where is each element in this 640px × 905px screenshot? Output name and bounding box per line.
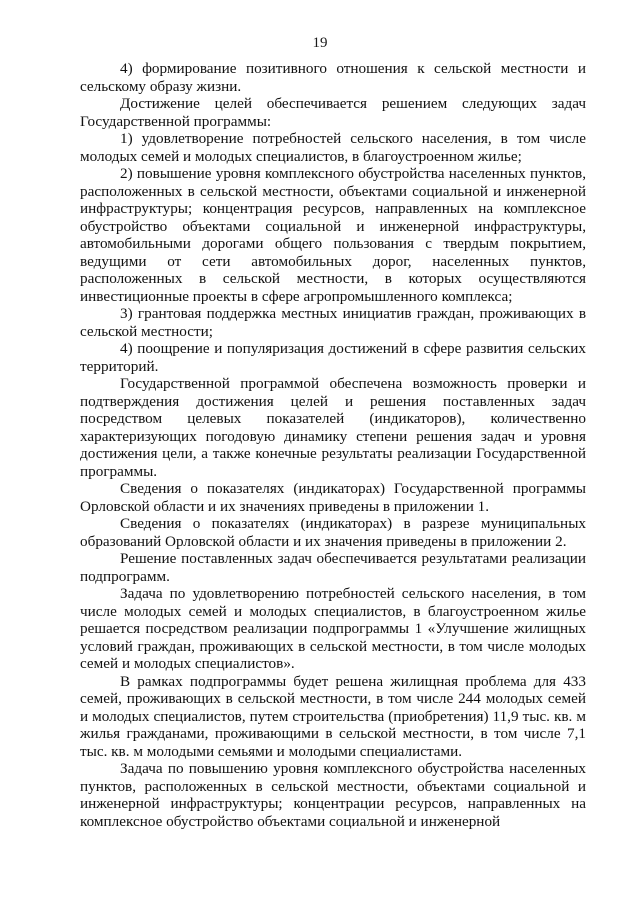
paragraph-housing-task: Задача по удовлетворению потребностей сельского населения, в том числе молодых семей и молодых специалистов, в благоустроенном жилье решается посредством реализации подпрограммы 1 «Улучшение жилищных условий граждан, проживающих в сельской местности, в том числе молодых семей и молодых специалистов». [80, 585, 586, 672]
page-number: 19 [312, 35, 328, 51]
paragraph-housing-results: В рамках подпрограммы будет решена жилищная проблема для 433 семей, проживающих в сельской местности, в том числе 244 молодых семей и молодых специалистов, путем строительства (приобретения) 11,9 тыс. кв. м жилья гражданами, проживающими в сельской местности, в том числе 7,1 тыс. кв. м молодыми семьями и молодыми специалистами. [80, 672, 586, 760]
paragraph-task-2: 2) повышение уровня комплексного обустройства населенных пунктов, расположенных в сельской местности, объектами социальной и инженерной инфраструктуры; концентрация ресурсов, направленных на комплексное обустройство объектами социальной и инженерной инфраструктуры, автомобильными дорогами общего пользования с твердым покрытием, ведущими от сети автомобильных дорог, населенных пунктов, расположенных в сельской местности, в которых осуществляются инвестиционные проекты в сфере агропромышленного комплекса; [80, 165, 586, 305]
body-text [80, 60, 586, 830]
paragraph-task-4: 4) поощрение и популяризация достижений в сфере развития сельских территорий. [80, 340, 586, 375]
paragraph-appendix-2: Сведения о показателях (индикаторах) в разрезе муниципальных образований Орловской области и их значения приведены в приложении 2. [80, 515, 586, 550]
paragraph-task-1: 1) удовлетворение потребностей сельского населения, в том числе молодых семей и молодых специалистов, в благоустроенном жилье; [80, 130, 586, 165]
paragraph-goal-4: 4) формирование позитивного отношения к сельской местности и сельскому образу жизни. [80, 60, 586, 95]
paragraph-appendix-1: Сведения о показателях (индикаторах) Государственной программы Орловской области и их значениях приведены в приложении 1. [80, 480, 586, 515]
paragraph-subprograms: Решение поставленных задач обеспечивается результатами реализации подпрограмм. [80, 550, 586, 585]
paragraph-task-3: 3) грантовая поддержка местных инициатив граждан, проживающих в сельской местности; [80, 305, 586, 340]
paragraph-infrastructure-task: Задача по повышению уровня комплексного обустройства населенных пунктов, расположенных в сельской местности, объектами социальной и инженерной инфраструктуры; концентрации ресурсов, направленных на комплексное обустройство объектами социальной и инженерной [80, 760, 586, 830]
paragraph-tasks-intro: Достижение целей обеспечивается решением следующих задач Государственной программы: [80, 95, 586, 130]
paragraph-indicators: Государственной программой обеспечена возможность проверки и подтверждения достижения целей и решения поставленных задач посредством целевых показателей (индикаторов), количественно характеризующих погодовую динамику степени решения задач и уровня достижения цели, а также конечные результаты реализации Государственной программы. [80, 375, 586, 480]
